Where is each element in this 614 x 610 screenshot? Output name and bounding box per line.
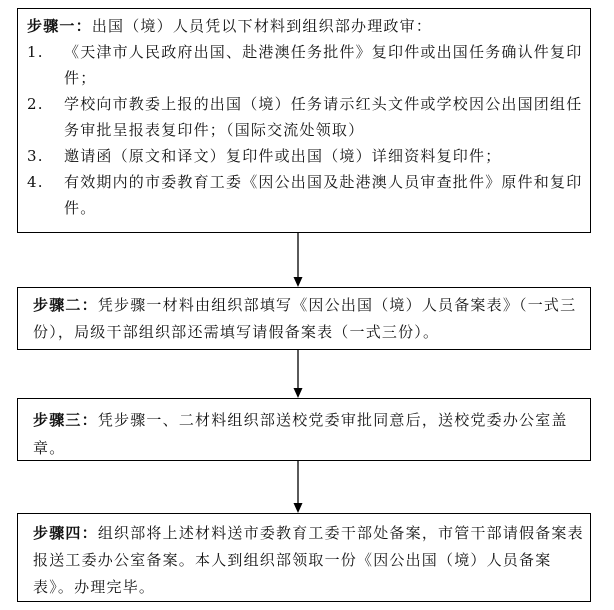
arrow-down-icon xyxy=(292,350,304,398)
step-1-item-1-text: 《天津市人民政府出国、赴港澳任务批件》复印件或出国任务确认件复印件； xyxy=(64,43,583,87)
step-1-item-4 xyxy=(27,169,584,221)
arrow-down-icon xyxy=(292,461,304,513)
step-1-heading xyxy=(27,13,584,39)
step-1-item-4-text: 有效期内的市委教育工委《因公出国及赴港澳人员审查批件》原件和复印件。 xyxy=(64,173,583,217)
step-1-text: 出国（境）人员凭以下材料到组织部办理政审： xyxy=(91,17,433,35)
step-4-text: 组织部将上述材料送市委教育工委干部处备案，市管干部请假备案表报送工委办公室备案。本人到组织部领取一份《因公出国（境）人员备案表》。办理完毕。 xyxy=(33,524,584,596)
step-1-item-2-number: 2. xyxy=(27,95,44,113)
step-3-text: 凭步骤一、二材料组织部送校党委审批同意后，送校党委办公室盖章。 xyxy=(33,411,568,457)
step-2-text: 凭步骤一材料由组织部填写《因公出国（境）人员备案表》（一式三份），局级干部组织部还需填写请假备案表（一式三份）。 xyxy=(33,296,577,341)
step-1-box xyxy=(17,8,591,233)
step-1-item-1-number: 1. xyxy=(27,43,44,61)
step-3-box xyxy=(17,398,591,461)
step-1-item-2-text: 学校向市教委上报的出国（境）任务请示红头文件或学校因公出国团组任务审批呈报表复印件；（国际交流处领取） xyxy=(64,95,583,139)
step-4-title: 步骤四： xyxy=(33,524,98,542)
step-1-title: 步骤一： xyxy=(27,17,92,35)
arrow-down-icon xyxy=(292,233,304,287)
step-4-box xyxy=(17,513,591,602)
step-1-item-3-number: 3. xyxy=(27,147,44,165)
step-1-item-3 xyxy=(27,143,584,169)
step-2-box xyxy=(17,287,591,350)
step-2-title: 步骤二： xyxy=(33,296,98,314)
step-1-item-1 xyxy=(27,39,584,91)
step-1-item-4-number: 4. xyxy=(27,173,44,191)
step-1-item-3-text: 邀请函（原文和译文）复印件或出国（境）详细资料复印件； xyxy=(64,147,502,165)
step-1-item-2 xyxy=(27,91,584,143)
step-3-title: 步骤三： xyxy=(33,411,98,429)
